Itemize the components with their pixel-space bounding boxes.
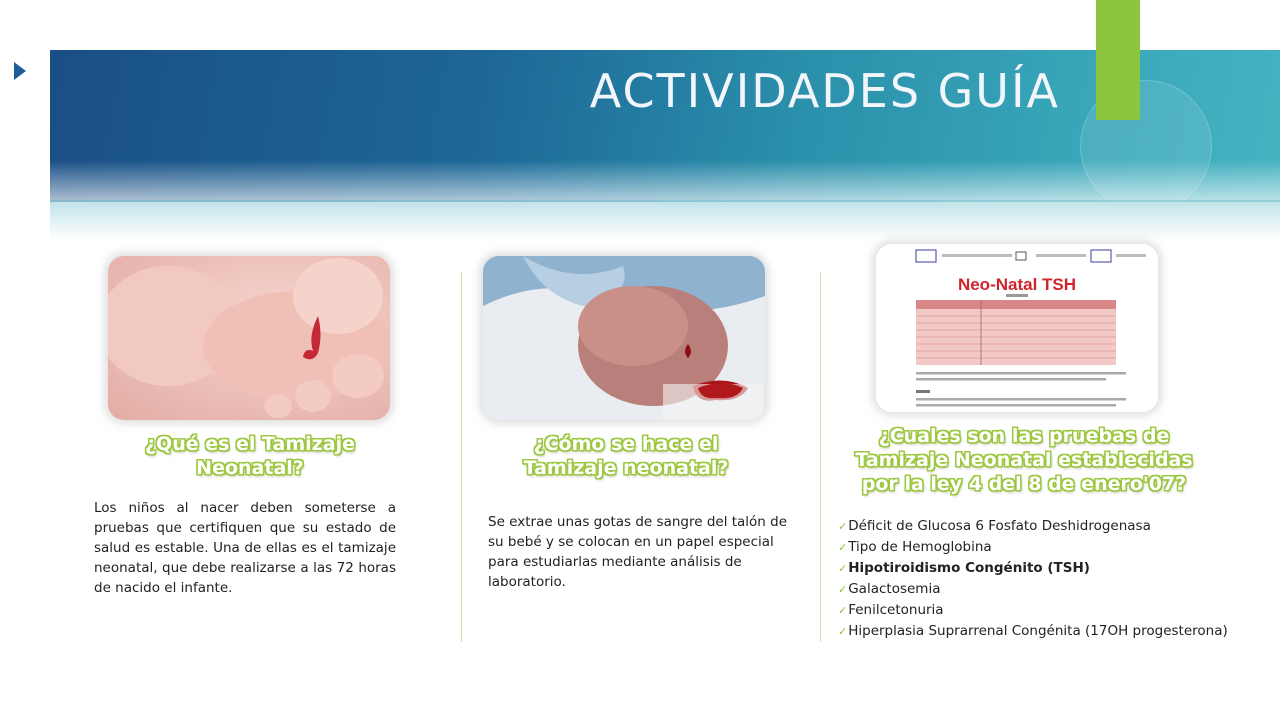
check-icon: ✓ [838, 625, 848, 638]
green-accent-tab [1096, 0, 1140, 120]
tests-list [838, 516, 1248, 642]
arrow-bullet-icon [14, 62, 26, 80]
column-divider [820, 272, 821, 642]
baby-feet-photo [108, 256, 390, 420]
check-icon: ✓ [838, 562, 848, 575]
heading-como-se-hace: ¿Cómo se hace el Tamizaje neonatal? [523, 433, 729, 479]
check-icon: ✓ [838, 541, 848, 554]
text-como-se-hace: Se extrae unas gotas de sangre del talón de su bebé y se colocan en un papel especial para estudiarlas mediante análisis de laboratorio. [488, 514, 788, 590]
list-item: ✓Tipo de Hemoglobina [838, 539, 992, 555]
neo-natal-tsh-document [876, 244, 1158, 412]
list-item: ✓Hiperplasia Suprarrenal Congénita (17OH progesterona) [838, 623, 1228, 639]
check-icon: ✓ [838, 583, 848, 596]
check-icon: ✓ [838, 604, 848, 617]
banner-fade [50, 200, 1280, 240]
check-icon: ✓ [838, 520, 848, 533]
list-item: ✓Fenilcetonuria [838, 602, 944, 618]
slide-title: ACTIVIDADES GUÍA [589, 64, 1060, 118]
heel-prick-photo [483, 256, 765, 420]
list-item: ✓Galactosemia [838, 581, 941, 597]
text-que-es-tamizaje: Los niños al nacer deben someterse a pruebas que certifiquen que su estado de salud es estable. Una de ellas es el tamizaje neonatal, que debe realizarse a las 72 horas de nacido el infante. [94, 500, 396, 596]
list-item: ✓Hipotiroidismo Congénito (TSH) [838, 560, 1090, 576]
column-divider [461, 272, 462, 642]
heading-cuales-pruebas: ¿Cuales son las pruebas de Tamizaje Neonatal establecidas por la ley 4 del 8 de enero'07? [855, 425, 1193, 495]
document-title: Neo-Natal TSH [957, 275, 1077, 294]
list-item: ✓Déficit de Glucosa 6 Fosfato Deshidrogenasa [838, 518, 1151, 534]
heading-que-es-tamizaje: ¿Qué es el Tamizaje Neonatal? [145, 433, 355, 479]
